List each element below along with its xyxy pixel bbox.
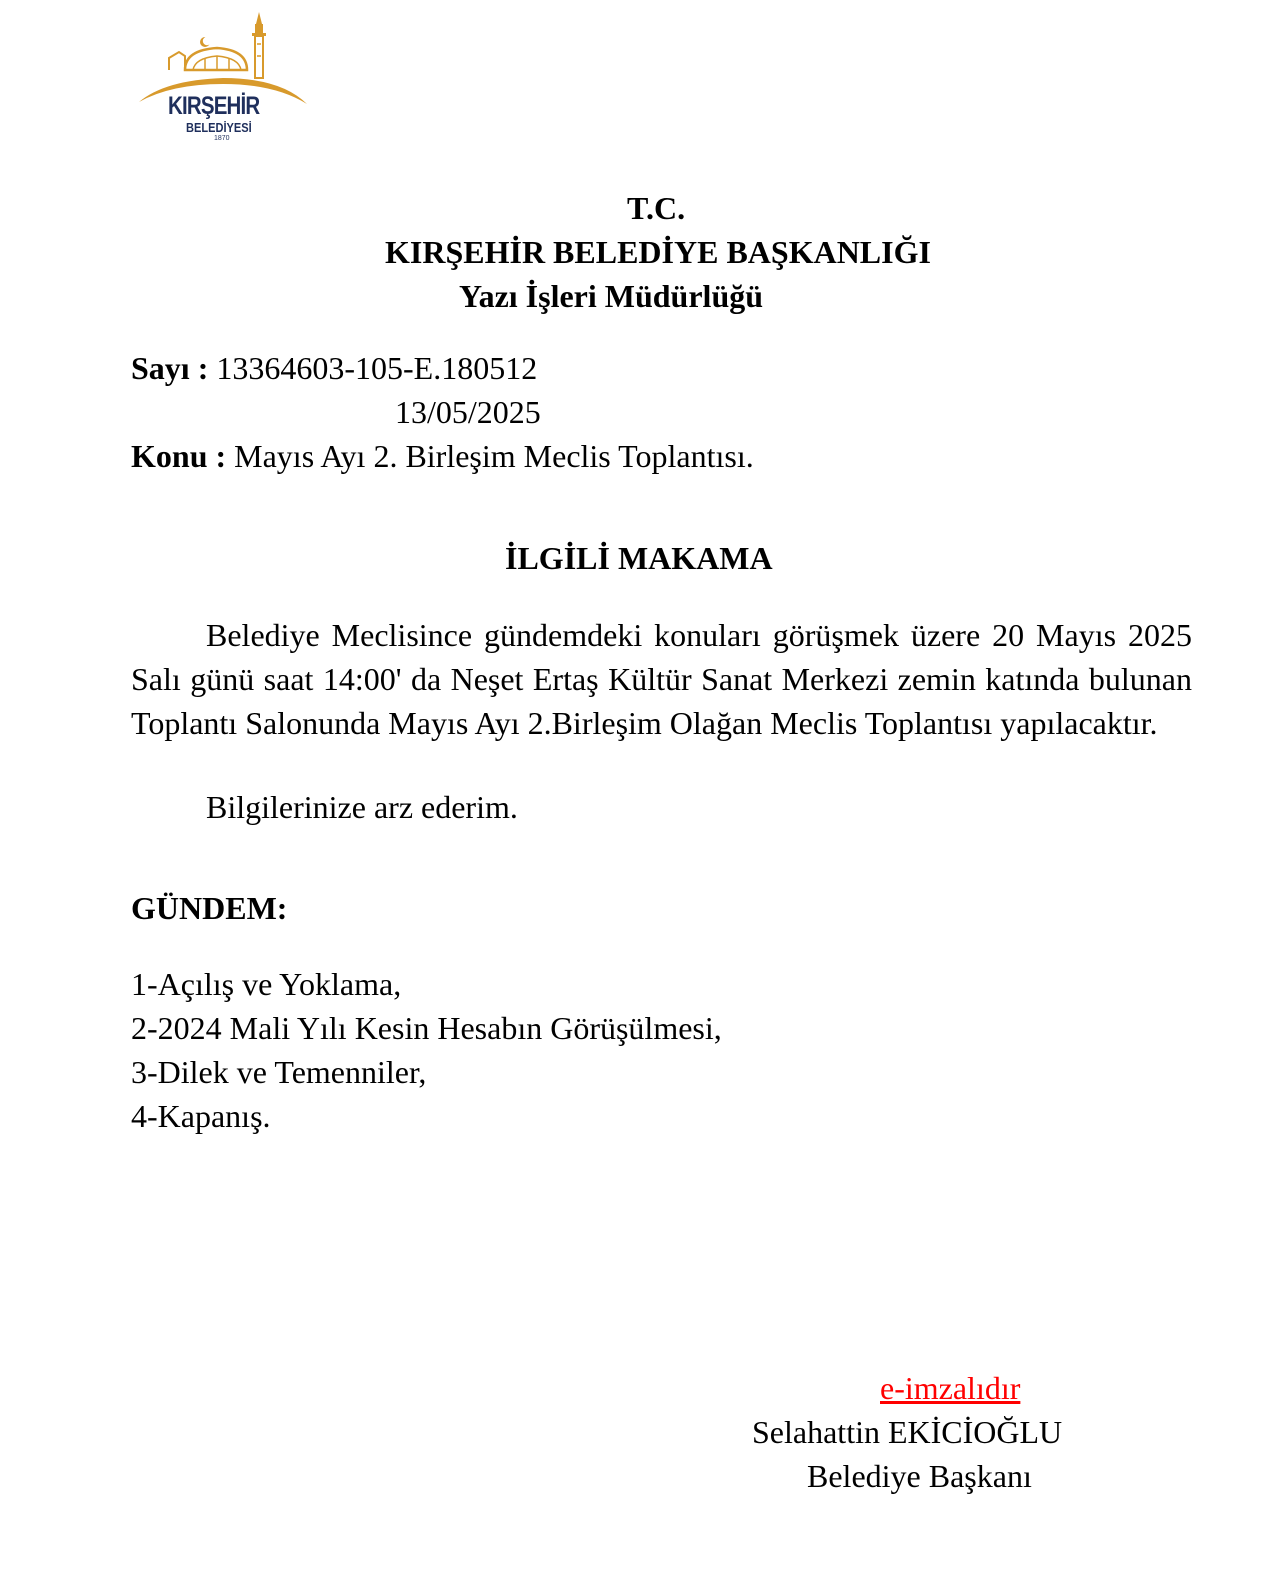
- document-date: 13/05/2025: [395, 394, 541, 430]
- agenda-item: 2-2024 Mali Yılı Kesin Hesabın Görüşülmesi,: [131, 1010, 722, 1046]
- reference-number: [131, 350, 537, 387]
- municipality-logo: [135, 8, 310, 143]
- agenda-item: 1-Açılış ve Yoklama,: [131, 966, 402, 1002]
- body-paragraph: Belediye Meclisince gündemdeki konuları görüşmek üzere 20 Mayıs 2025 Salı günü saat 14:00' da Neşet Ertaş Kültür Sanat Merkezi zemin katında bulunan Toplantı Salonunda Mayıs Ayı 2.Birleşim Olağan Meclis Toplantısı yapılacaktır.: [131, 617, 1192, 741]
- closing-line: Bilgilerinize arz ederim.: [206, 789, 518, 825]
- header-tc: T.C.: [627, 190, 686, 226]
- reference-value: 13364603-105-E.180512: [208, 350, 538, 386]
- logo-year: 1870: [214, 135, 230, 142]
- e-signature-note: e-imzalıdır: [880, 1370, 1021, 1406]
- agenda-list: [131, 962, 722, 1138]
- agenda-item: 4-Kapanış.: [131, 1098, 271, 1134]
- agenda-title: GÜNDEM:: [131, 890, 288, 926]
- reference-label: Sayı :: [131, 350, 209, 386]
- agenda-item: 3-Dilek ve Temenniler,: [131, 1054, 427, 1090]
- logo-subtitle: BELEDİYESİ: [186, 120, 252, 135]
- subject-label: Konu :: [131, 438, 227, 474]
- subject-value: Mayıs Ayı 2. Birleşim Meclis Toplantısı.: [226, 438, 754, 474]
- header-department: Yazı İşleri Müdürlüğü: [459, 278, 764, 314]
- addressee: İLGİLİ MAKAMA: [505, 540, 773, 576]
- header-organization: KIRŞEHİR BELEDİYE BAŞKANLIĞI: [385, 234, 931, 270]
- signer-title: Belediye Başkanı: [807, 1458, 1032, 1494]
- logo-name: KIRŞEHİR: [168, 92, 260, 120]
- signer-name: Selahattin EKİCİOĞLU: [752, 1414, 1063, 1450]
- subject-line: [131, 438, 754, 475]
